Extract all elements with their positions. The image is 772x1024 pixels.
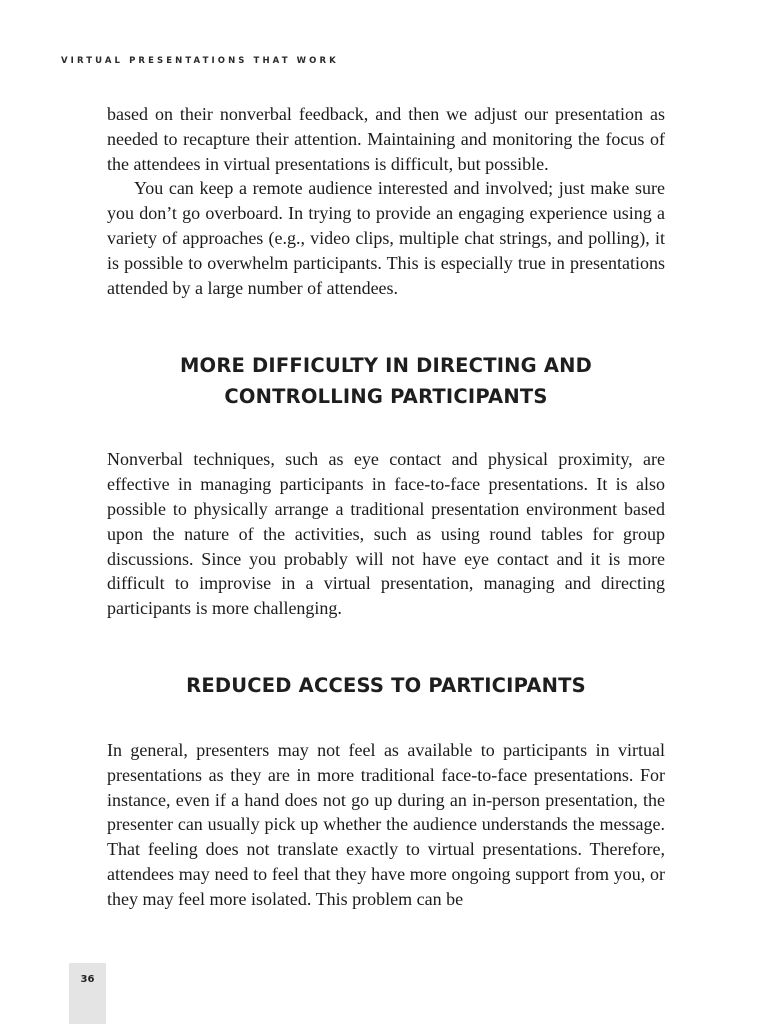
paragraph-continued: based on their nonverbal feedback, and then we adjust our presentation as needed to recapture their attention. Maintaining and monitoring the focus of the attendees in virtual presentations is difficult, but possible. xyxy=(107,104,665,174)
page-number-tab xyxy=(69,963,106,1024)
paragraph: In general, presenters may not feel as available to participants in virtual presentations as they are in more traditional face-to-face presentations. For instance, even if a hand does not go up during an in-person presentation, the presenter can usually pick up whether the audience understands the message. That feeling does not translate exactly to virtual presentations. Therefore, attendees may need to feel that they have more ongoing support from you, or they may feel more isolated. This problem can be xyxy=(107,739,665,909)
page-number: 36 xyxy=(80,974,95,985)
body-text xyxy=(107,102,665,912)
heading-line-2: CONTROLLING PARTICIPANTS xyxy=(224,385,548,409)
running-head: VIRTUAL PRESENTATIONS THAT WORK xyxy=(61,56,339,66)
heading-line-1: MORE DIFFICULTY IN DIRECTING AND xyxy=(179,354,593,378)
paragraph: Nonverbal techniques, such as eye contact and physical proximity, are effective in managing participants in face-to-face presentations. It is also possible to physically arrange a traditional presentation environment based upon the nature of the activities, such as using round tables for group discussions. Since you probably will not have eye contact and it is more difficult to improvise in a virtual presentation, managing and directing participants is more challenging. xyxy=(107,449,665,619)
section-heading-directing xyxy=(107,350,665,412)
paragraph: You can keep a remote audience interested and involved; just make sure you don’t go overboard. In trying to provide an engaging experience using a variety of approaches (e.g., video clips, multiple chat strings, and polling), it is possible to overwhelm participants. This is especially true in presentations attended by a large number of attendees. xyxy=(107,178,665,298)
section-heading-access: REDUCED ACCESS TO PARTICIPANTS xyxy=(186,673,586,697)
